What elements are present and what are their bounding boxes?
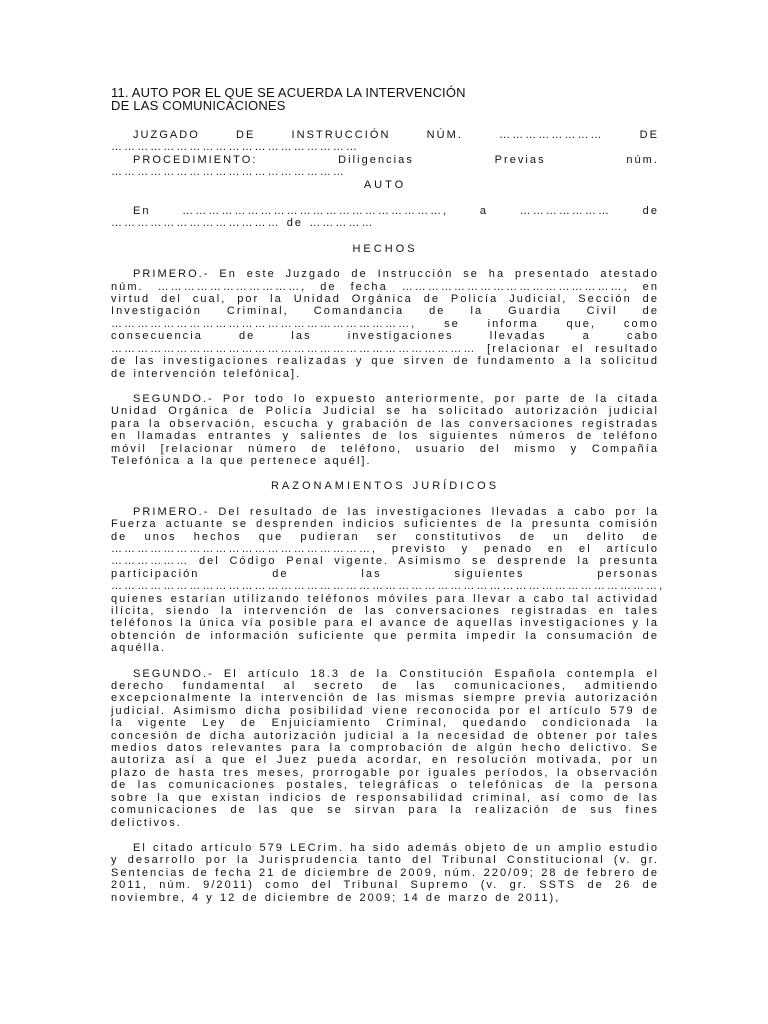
juzgado-line: JUZGADO DE INSTRUCCIÓN NÚM. …………………… DE ………………………………………………… [111, 129, 659, 154]
razonamientos-citado: El citado artículo 579 LECrim. ha sido además objeto de un amplio estudio y desarrollo por la Jurisprudencia tanto del Tribunal Constitucional (v. gr. Sentencias de fecha 21 de diciembre de 2009, núm. 220/09; 28 de febrero de 2011, núm. 9/2011) como del Tribunal Supremo (v. gr. SSTS de 26 de noviembre, 4 y 12 de diciembre de 2009; 14 de marzo de 2011), [111, 841, 659, 904]
hechos-heading: HECHOS [352, 242, 418, 255]
razonamientos-primero: PRIMERO.- Del resultado de las investigaciones llevadas a cabo por la Fuerza actuante se desprenden indicios suficientes de la presunta comisión de unos hechos que pudieran ser constitutivos de un delito de ……………………………………………………, previsto y penado en el artículo ……………… del Código Penal vigente. Asimismo se desprende la presunta participación de las siguientes personas ………………………………………………………………………………………………………………, quienes estarían utilizando teléfonos móviles para llevar a cabo tal actividad ilícita, siendo la intervención de las conversaciones registradas en tales teléfonos la única vía posible para el avance de aquellas investigaciones y la obtención de información suficiente que permita impedir la consumación de aquélla. [111, 505, 665, 655]
auto-heading: AUTO [363, 178, 407, 191]
razonamientos-segundo: SEGUNDO.- El artículo 18.3 de la Constitución Española contempla el derecho fundamental al secreto de las comunicaciones, admitiendo excepcionalmente la intervención de las mismas siempre previa autorización judicial. Asimismo dicha posibilidad viene reconocida por el artículo 579 de la vigente Ley de Enjuiciamiento Criminal, quedando condicionada la concesión de dicha autorización judicial a la necesidad de obtener por tales medios datos relevantes para la comprobación de algún hecho delictivo. Se autoriza así a que el Juez pueda acordar, en resolución motivada, por un plazo de hasta tres meses, prorrogable por iguales períodos, la observación de las comunicaciones postales, telegráficas o telefónicas de la persona sobre la que existan indicios de responsabilidad criminal, así como de las comunicaciones de las que se sirvan para la realización de sus fines delictivos. [111, 667, 659, 829]
razonamientos-heading: RAZONAMIENTOS JURÍDICOS [270, 480, 500, 493]
procedimiento-line: PROCEDIMIENTO: Diligencias Previas núm. ……………………………………………… [111, 153, 659, 179]
document-page [111, 85, 665, 917]
title-line-2: DE LAS COMUNICACIONES [111, 98, 286, 113]
document-title [111, 86, 659, 112]
title-line-1: 11. AUTO POR EL QUE SE ACUERDA LA INTERVENCIÓN [111, 85, 466, 100]
place-date-line: En ……………………………………………………, a ………………… de ………………………………… de …………… [111, 205, 659, 230]
hechos-segundo: SEGUNDO.- Por todo lo expuesto anteriormente, por parte de la citada Unidad Orgánica de Policía Judicial se ha solicitado autorización judicial para la observación, escucha y grabación de las conversaciones registradas en llamadas entrantes y salientes de los siguientes números de teléfono móvil [relacionar número de teléfono, usuario del mismo y Compañía Telefónica a la que pertenece aquél]. [111, 392, 659, 467]
document-body [111, 129, 665, 904]
hechos-primero: PRIMERO.- En este Juzgado de Instrucción se ha presentado atestado núm. ……………………………, de fecha ……………………………………………, en virtud del cual, por la Unidad Orgánica de Policía Judicial, Sección de Investigación Criminal, Comandancia de la Guardia Civil de ……………………………………………………………, se informa que, como consecuencia de las investigaciones llevadas a cabo ………………………………………………………………………… [relacionar el resultado de las investigaciones realizadas y que sirven de fundamento a la solicitud de intervención telefónica]. [111, 268, 659, 380]
